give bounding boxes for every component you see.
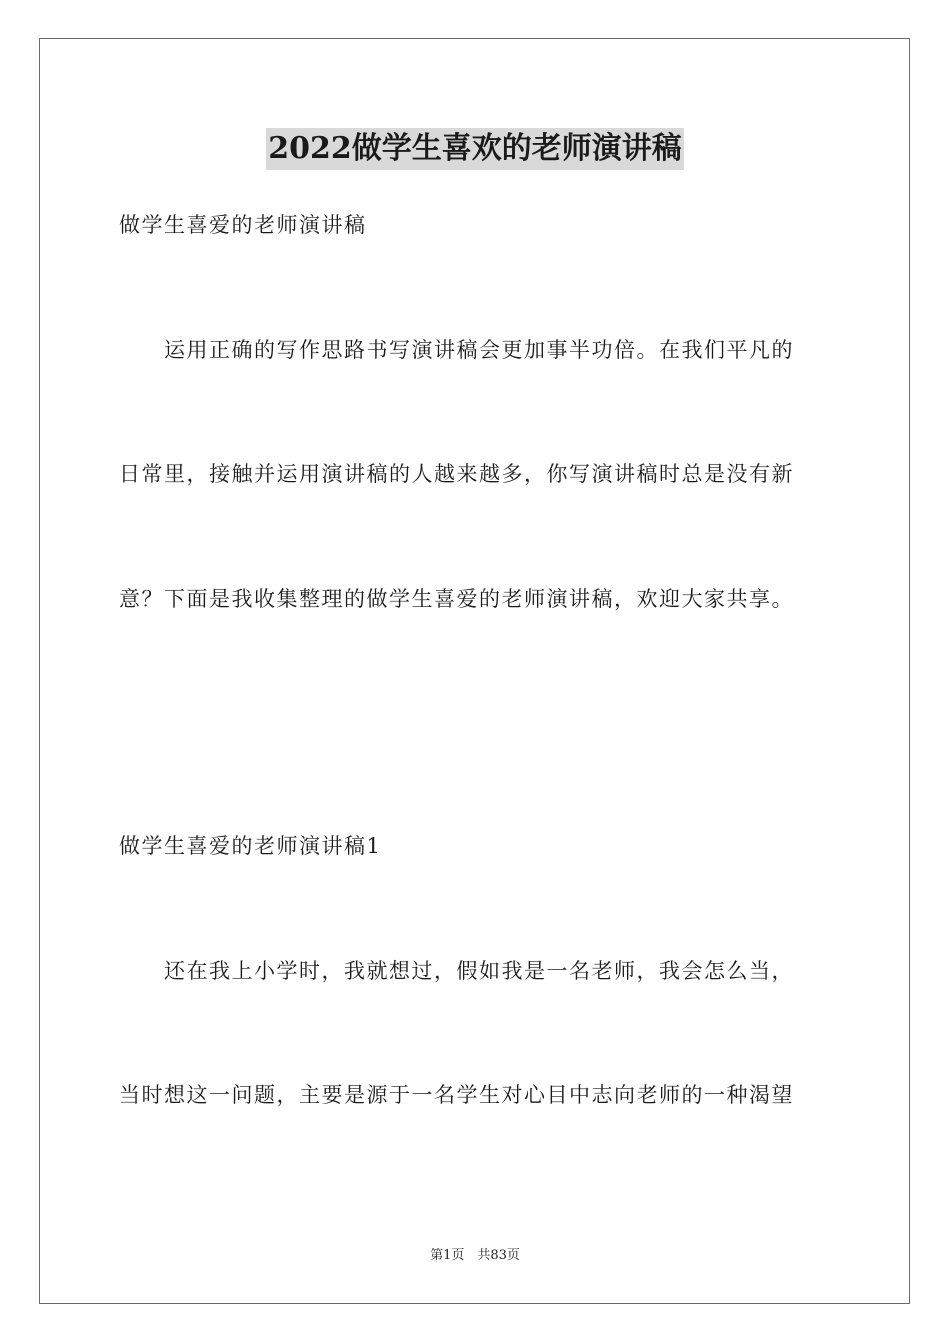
- section-line-2: 当时想这一问题，主要是源于一名学生对心目中志向老师的一种渴望: [119, 1083, 794, 1107]
- subtitle: 做学生喜爱的老师演讲稿: [119, 213, 367, 237]
- intro-line-3: 意？下面是我收集整理的做学生喜爱的老师演讲稿，欢迎大家共享。: [119, 587, 794, 611]
- document-title: 2022做学生喜欢的老师演讲稿: [266, 128, 684, 170]
- page-footer: 第1页 共83页: [430, 1248, 520, 1263]
- document-title-container: [0, 128, 950, 170]
- intro-line-1: 运用正确的写作思路书写演讲稿会更加事半功倍。在我们平凡的: [164, 338, 794, 362]
- intro-line-2: 日常里，接触并运用演讲稿的人越来越多，你写演讲稿时总是没有新: [119, 462, 794, 486]
- section-heading: 做学生喜爱的老师演讲稿1: [119, 834, 382, 858]
- section-line-1: 还在我上小学时，我就想过，假如我是一名老师，我会怎么当，: [164, 959, 794, 983]
